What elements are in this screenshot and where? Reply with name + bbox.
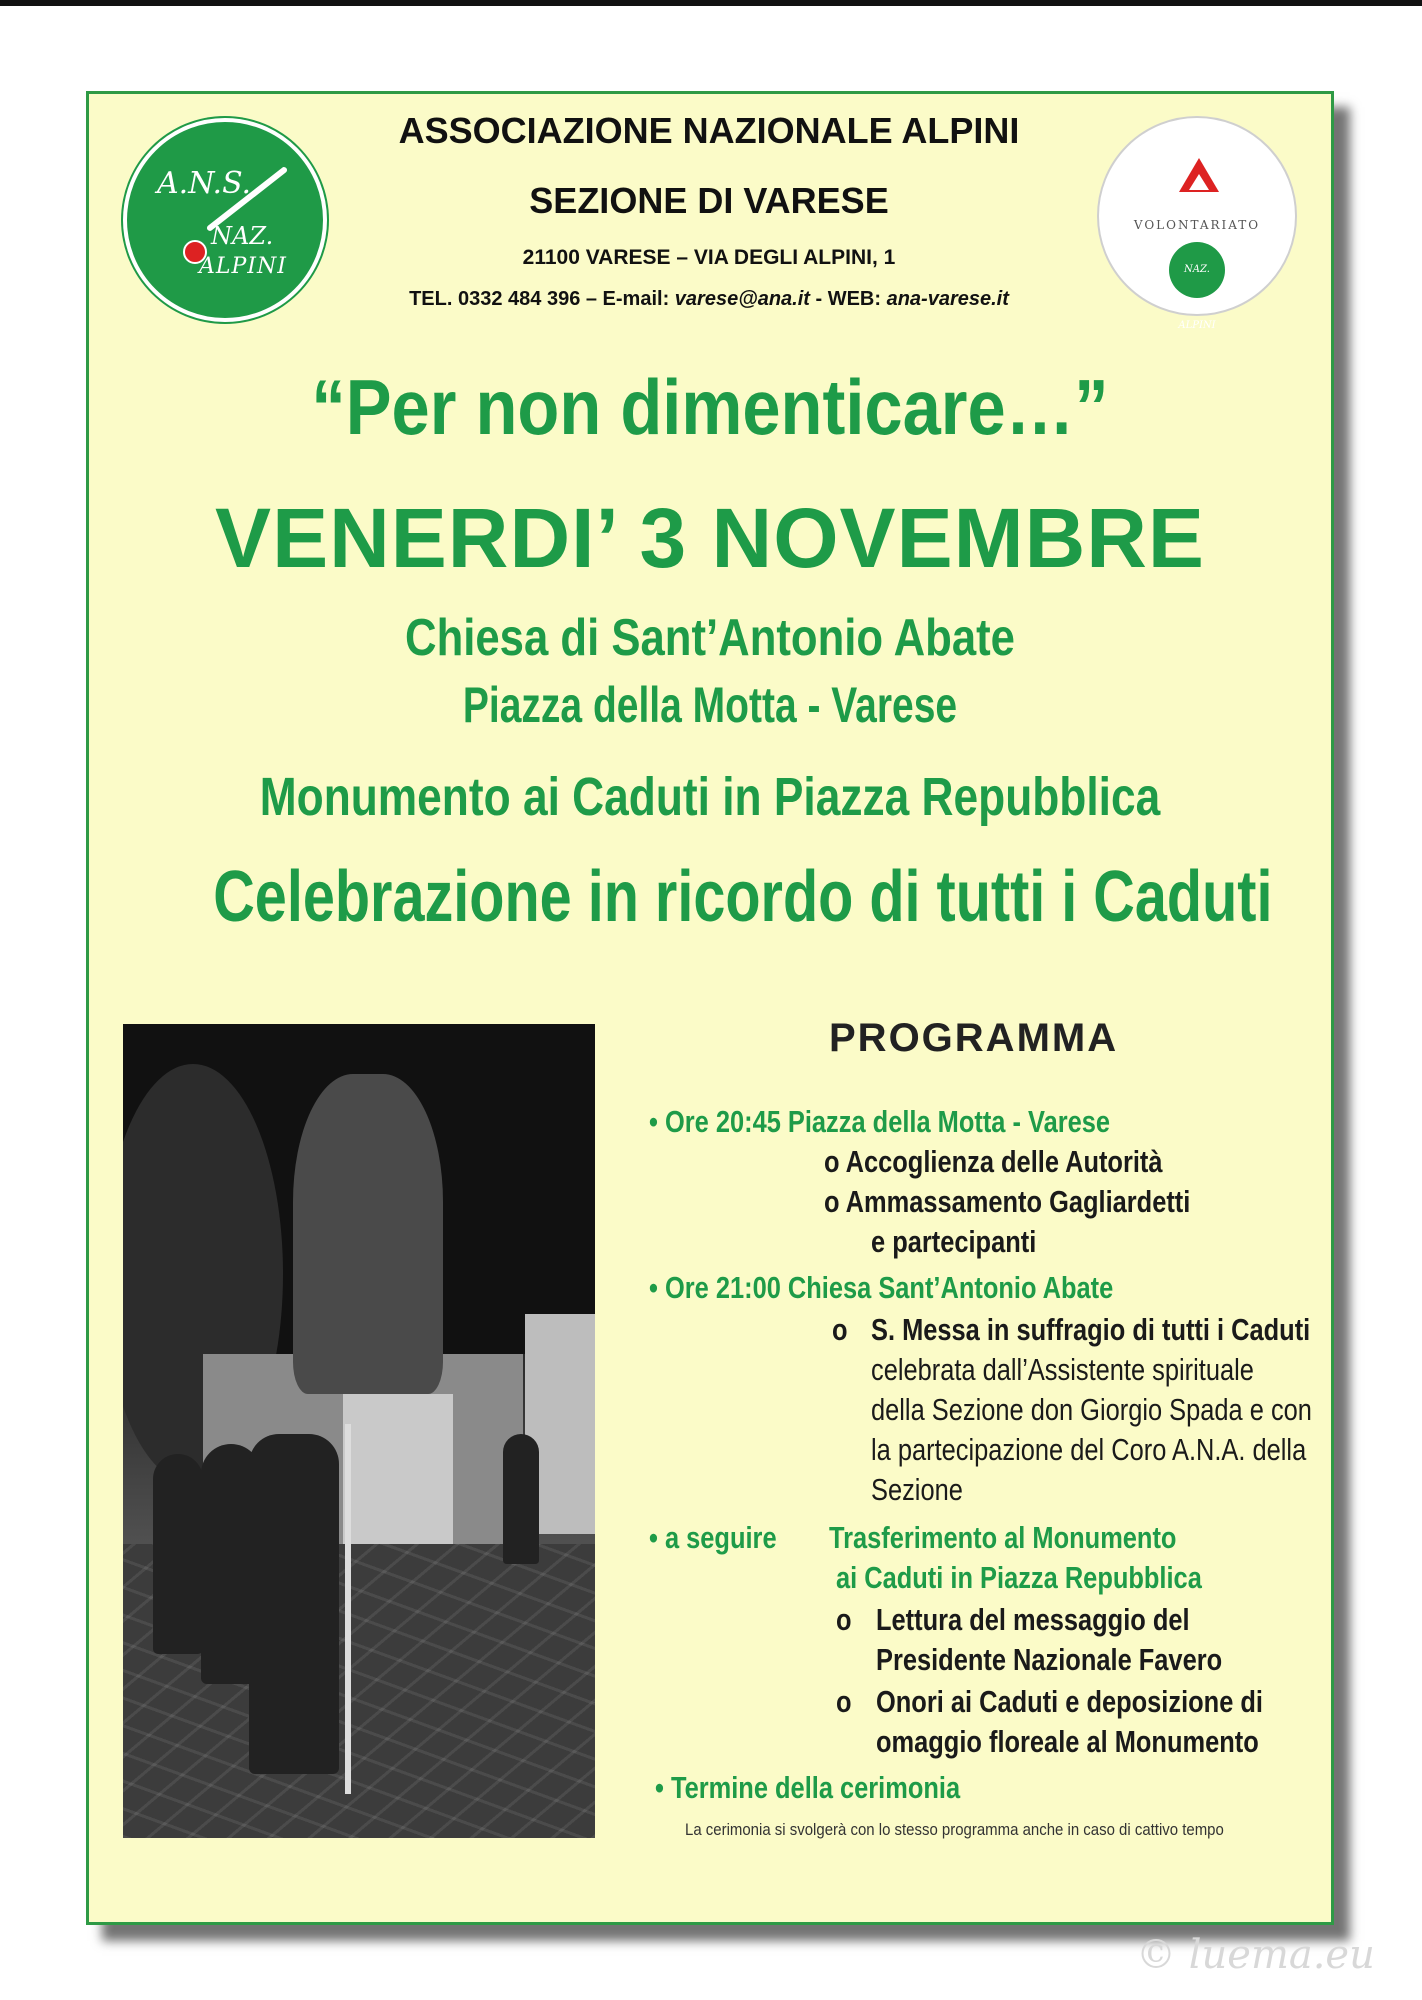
web-link[interactable]: ana-varese.it <box>886 288 1009 310</box>
program-detail: celebrata dall’Assistente spirituale <box>871 1352 1254 1387</box>
contact-line <box>339 288 1079 311</box>
email-link[interactable]: varese@ana.it <box>674 288 810 310</box>
programma-title: PROGRAMMA <box>829 1016 1119 1060</box>
event-date: VENERDI’ 3 NOVEMBRE <box>215 491 1205 585</box>
mini-ana-logo: NAZ. ALPINI <box>1169 242 1225 298</box>
top-rule <box>0 0 1422 6</box>
church-place: Piazza della Motta - Varese <box>462 677 958 733</box>
program-subitem: e partecipanti <box>871 1224 1037 1259</box>
program-item: • Ore 21:00 Chiesa Sant’Antonio Abate <box>649 1270 1114 1305</box>
photo-person <box>249 1434 339 1774</box>
program-subitem: S. Messa in suffragio di tutti i Caduti <box>871 1312 1311 1347</box>
program-subitem: o Accoglienza delle Autorità <box>824 1144 1163 1179</box>
celebration-line: Celebrazione in ricordo di tutti i Caduti <box>213 857 1273 937</box>
contact-prefix: TEL. 0332 484 396 – E-mail: <box>409 288 675 310</box>
program-item: • Ore 20:45 Piazza della Motta - Varese <box>649 1104 1111 1139</box>
web-prefix: - WEB: <box>809 288 887 310</box>
program-detail: Sezione <box>871 1472 963 1507</box>
quote-title: “Per non dimenticare…” <box>311 363 1109 451</box>
program-item: • a seguire <box>649 1520 777 1555</box>
logo-ring-text: VOLONTARIATO <box>1133 218 1261 232</box>
logo-text-naz: NAZ. <box>211 222 274 250</box>
ana-logo <box>123 118 327 322</box>
program-bullet: o <box>836 1602 852 1637</box>
program-item-title: ai Caduti in Piazza Repubblica <box>836 1560 1202 1595</box>
program-subitem: Presidente Nazionale Favero <box>876 1642 1223 1677</box>
program-subitem: o Ammassamento Gagliardetti <box>824 1184 1191 1219</box>
poster <box>86 91 1334 1925</box>
photo-flag <box>345 1424 351 1794</box>
program-subitem: Onori ai Caduti e deposizione di <box>876 1684 1263 1719</box>
weather-note: La cerimonia si svolgerà con lo stesso programma anche in caso di cattivo tempo <box>685 1820 1224 1839</box>
church-name: Chiesa di Sant’Antonio Abate <box>405 609 1015 667</box>
program-subitem: Lettura del messaggio del <box>876 1602 1190 1637</box>
protezione-civile-logo <box>1097 116 1297 331</box>
program-bullet: o <box>836 1684 852 1719</box>
monument-photo <box>123 1024 595 1838</box>
section-name: SEZIONE DI VARESE <box>529 180 889 221</box>
logo-text-ans: A.N.S. <box>157 166 252 201</box>
monument-line: Monumento ai Caduti in Piazza Repubblica <box>259 767 1161 827</box>
watermark: © luema.eu <box>1136 1932 1375 1978</box>
org-name: ASSOCIAZIONE NAZIONALE ALPINI <box>398 110 1020 151</box>
program-detail: la partecipazione del Coro A.N.A. della <box>871 1432 1307 1467</box>
photo-person <box>153 1454 203 1654</box>
program-item: • Termine della cerimonia <box>655 1770 961 1805</box>
program-subitem: omaggio floreale al Monumento <box>876 1724 1259 1759</box>
program-detail: della Sezione don Giorgio Spada e con <box>871 1392 1312 1427</box>
program-item-title: Trasferimento al Monumento <box>829 1520 1177 1555</box>
program-bullet: o <box>832 1312 848 1347</box>
photo-person <box>503 1434 539 1564</box>
photo-statue <box>293 1074 443 1394</box>
logo-text-alpini: ALPINI <box>199 254 287 279</box>
triangle-inner <box>1189 174 1209 190</box>
address: 21100 VARESE – VIA DEGLI ALPINI, 1 <box>522 246 896 269</box>
